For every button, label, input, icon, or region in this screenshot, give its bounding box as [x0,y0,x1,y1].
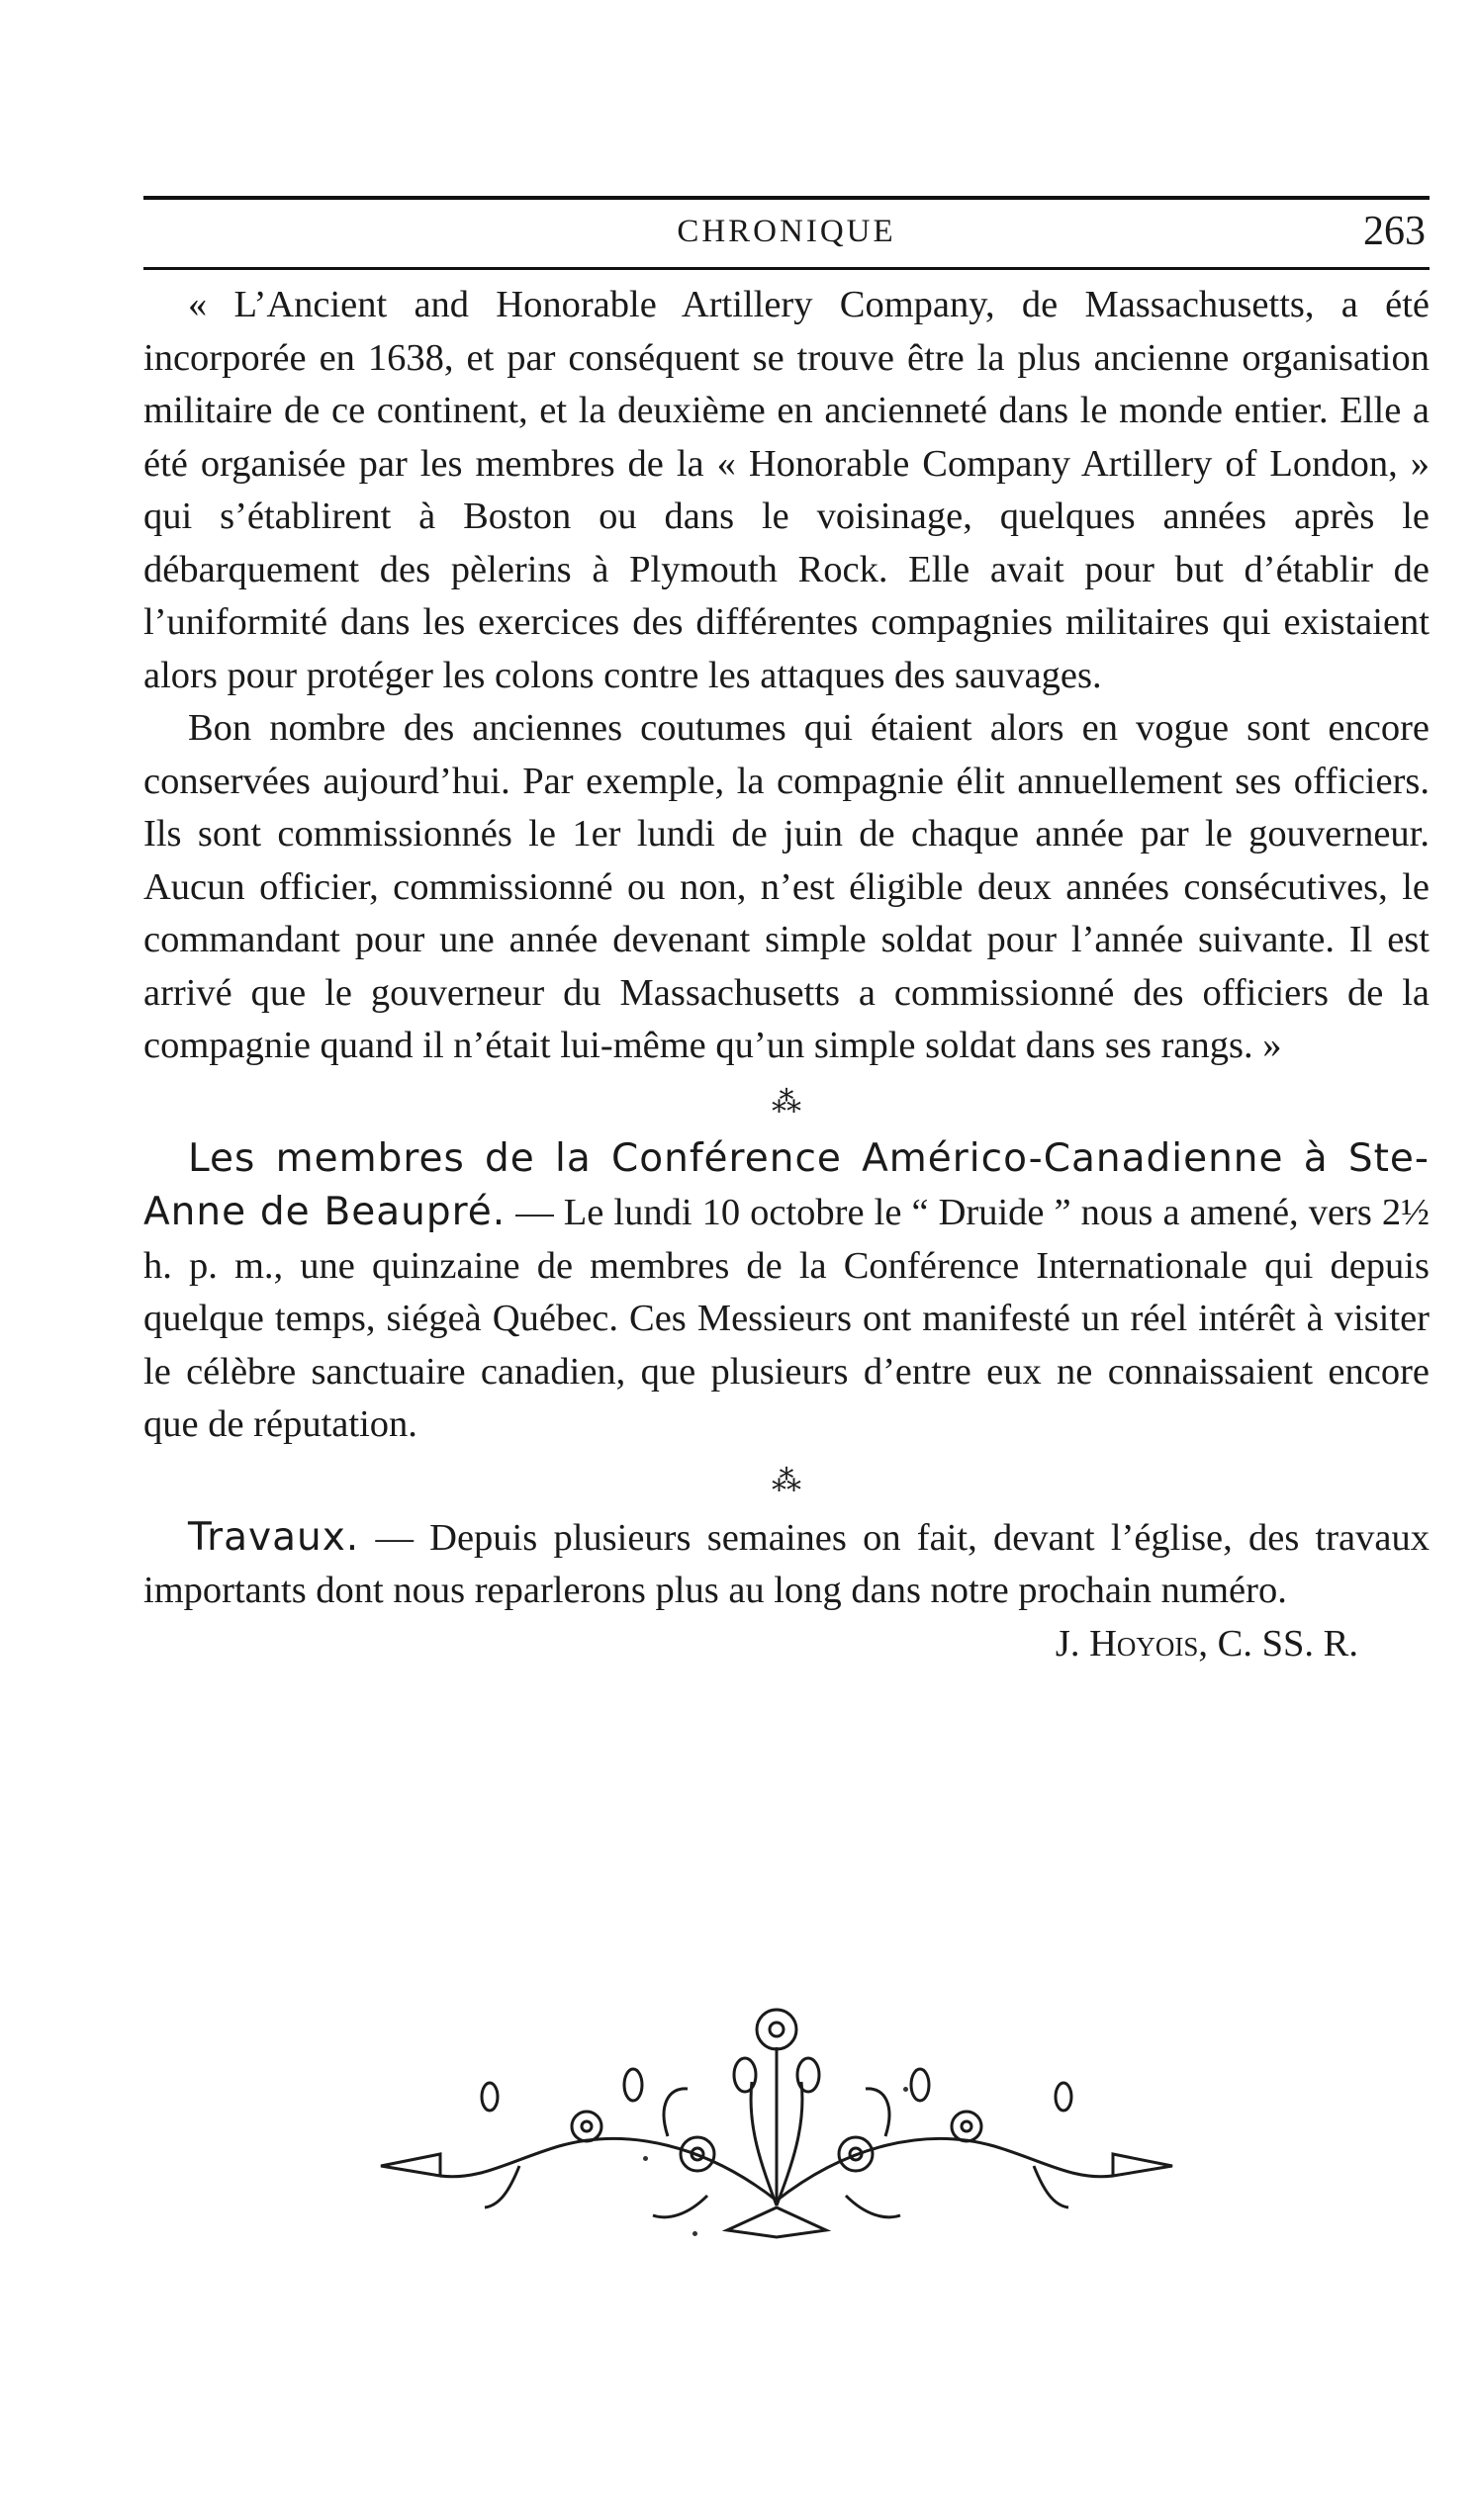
header-rule-top [143,196,1430,200]
author-signature: J. Hoyois, C. SS. R. [1055,1622,1358,1665]
section-conference [143,1132,1430,1452]
section-separator-2: ⁂ [772,1464,801,1497]
ink-speck [643,2156,648,2161]
running-head [143,206,1430,261]
page-number: 263 [1363,209,1426,254]
floral-tailpiece-ornament [371,1978,1182,2245]
section-conference-body: — Le lundi 10 octobre le “ Druide ” nous a amené, vers 2½ h. p. m., une quinzaine de membres de la Conférence Internationale qui depuis quelque temps, siégeà Québec. Ces Messieurs ont manifesté un réel intérêt à visiter le célèbre sanctuaire canadien, que plusieurs d’entre eux ne connaissaient encore que de réputation. [143,1192,1431,1445]
running-title: CHRONIQUE [677,214,896,249]
quote-paragraph-1: « L’Ancient and Honorable Artillery Company, de Massachusetts, a été incorporée en 1638, et par conséquent se trouve être la plus ancienne organisation militaire de ce continent, et la deuxième en ancienneté dans le monde entier. Elle a été organisée par les membres de la « Honorable Company Artillery of London, » qui s’établirent à Boston ou dans le voisinage, quelques années après le débarquement des pèlerins à Plymouth Rock. Elle avait pour but d’établir de l’uniformité dans les exercices des différentes compagnies militaires qui existaient alors pour protéger les colons contre les attaques des sauvages. [143,284,1430,696]
ink-speck [903,2087,908,2092]
ink-speck [692,2231,697,2236]
section-travaux-heading: Travaux. [188,1514,360,1560]
quote-paragraph-2: Bon nombre des anciennes coutumes qui étaient alors en vogue sont encore conservées aujourd’hui. Par exemple, la compagnie élit annuellement ses officiers. Ils sont commissionnés le 1er lundi de juin de chaque année par le gouverneur. Aucun officier, commissionné ou non, n’est éligible deux années consécutives, le commandant pour une année devenant simple soldat pour l’année suivante. Il est arrivé que le gouverneur du Massachusetts a commissionné des officiers de la compagnie quand il n’était lui-même qu’un simple soldat dans ses rangs. » [143,707,1430,1066]
section-travaux [143,1511,1430,1618]
section-travaux-body: — Depuis plusieurs semaines on fait, devant l’église, des travaux importants dont nous reparlerons plus au long dans notre prochain numéro. [143,1516,1430,1611]
section-separator-1: ⁂ [772,1085,801,1119]
section-conference-heading: Les membres de la Conférence Américo-Canadienne à Ste-Anne de Beaupré. [143,1135,1430,1234]
header-rule-bottom [143,267,1430,270]
article-body [143,279,1430,1670]
